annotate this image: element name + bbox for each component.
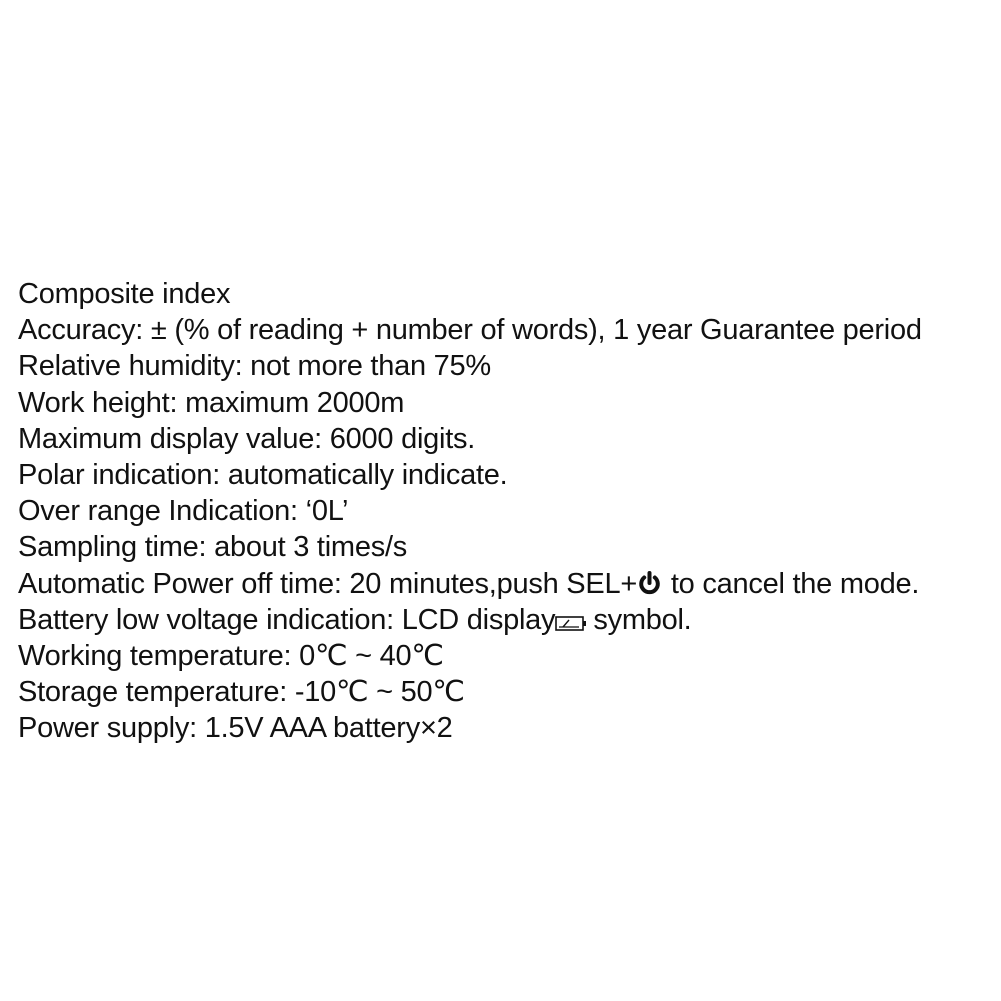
power-icon bbox=[638, 571, 661, 603]
spec-working-temp: Working temperature: 0℃ ~ 40℃ bbox=[18, 639, 444, 672]
spec-sampling: Sampling time: about 3 times/s bbox=[18, 531, 408, 564]
spec-accuracy: Accuracy: ± (% of reading + number of words), 1 year Guarantee period bbox=[18, 314, 922, 347]
battery-low-icon bbox=[555, 607, 587, 639]
spec-work-height: Work height: maximum 2000m bbox=[18, 386, 405, 419]
spec-auto-power-off bbox=[18, 566, 993, 602]
spec-list bbox=[18, 276, 993, 746]
spec-max-display: Maximum display value: 6000 digits. bbox=[18, 422, 476, 455]
spec-battery-low bbox=[18, 602, 993, 638]
spec-storage-temp: Storage temperature: -10℃ ~ 50℃ bbox=[18, 676, 465, 709]
auto-power-off-text: Automatic Power off time: 20 minutes,push SEL+ bbox=[18, 567, 638, 600]
battery-low-text: Battery low voltage indication: LCD display bbox=[18, 603, 556, 636]
spec-polar: Polar indication: automatically indicate. bbox=[18, 458, 508, 491]
auto-power-off-suffix: to cancel the mode. bbox=[670, 567, 920, 600]
spec-over-range: Over range Indication: ‘0L’ bbox=[18, 495, 349, 528]
spec-power-supply: Power supply: 1.5V AAA battery×2 bbox=[18, 712, 453, 745]
spec-heading: Composite index bbox=[18, 278, 231, 310]
battery-low-suffix: symbol. bbox=[593, 603, 692, 636]
spec-humidity: Relative humidity: not more than 75% bbox=[18, 350, 491, 383]
